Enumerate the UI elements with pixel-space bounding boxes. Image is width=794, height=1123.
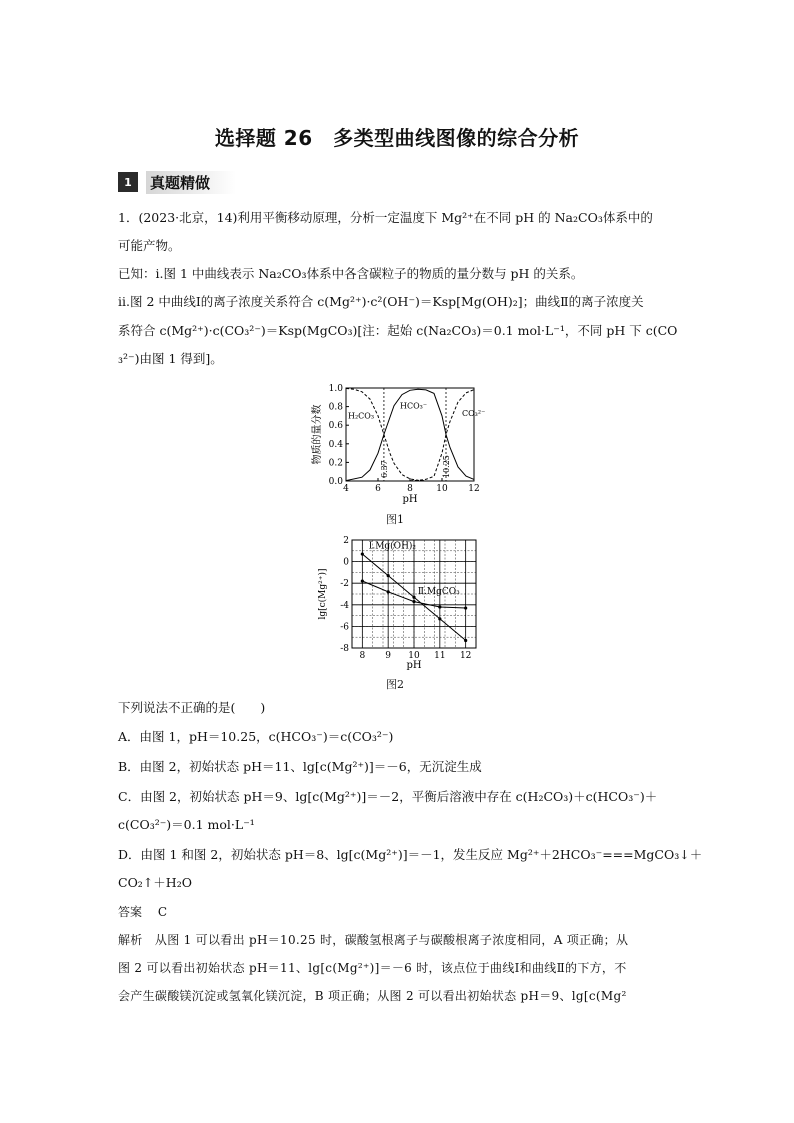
option-c-continued: c(CO₃²⁻)＝0.1 mol·L⁻¹ <box>118 817 255 832</box>
figure-2-caption: 图2 <box>386 678 404 691</box>
option-d: D．由图 1 和图 2，初始状态 pH＝8、lg[c(Mg²⁺)]＝－1，发生反应 Mg²⁺＋2HCO₃⁻===MgCO₃↓＋ <box>118 847 703 862</box>
data-point <box>438 617 441 620</box>
analysis-line: 解析 从图 1 可以看出 pH＝10.25 时，碳酸氢根离子与碳酸根离子浓度相同，A 项正确；从 <box>118 933 629 947</box>
answer-row <box>118 902 167 922</box>
x-tick-label: 8 <box>407 484 413 494</box>
x-tick-label: 11 <box>434 651 446 661</box>
figure-2-plot <box>317 536 476 671</box>
x-tick-label: 6 <box>375 484 381 494</box>
y-axis-label: lg[c(Mg²⁺)] <box>318 568 328 620</box>
figure-1-plot <box>310 384 485 505</box>
section-label: 真题精做 <box>146 171 236 194</box>
y-tick-label: -8 <box>340 644 349 654</box>
y-axis-label: 物质的量分数 <box>312 404 323 465</box>
figure-1-caption: 图1 <box>386 513 404 526</box>
data-point <box>464 639 467 642</box>
figure-2-chart <box>314 532 490 672</box>
data-point <box>361 552 364 555</box>
x-tick-label: 10 <box>408 651 420 661</box>
y-tick-label: 0.6 <box>328 421 343 432</box>
series-label: H₂CO₃ <box>348 411 375 421</box>
y-tick-label: 0 <box>343 557 349 568</box>
x-axis-label: pH <box>402 494 418 505</box>
question-line: 1．(2023·北京，14)利用平衡移动原理，分析一定温度下 Mg²⁺在不同 pH 的 Na₂CO₃体系中的 <box>118 210 653 225</box>
x-tick-label: 8 <box>359 651 366 661</box>
option-d-continued: CO₂↑＋H₂O <box>118 875 192 890</box>
data-point <box>387 590 390 593</box>
x-tick-label: 4 <box>343 484 349 494</box>
page-title: 选择题 26 多类型曲线图像的综合分析 <box>214 126 580 150</box>
question-line: 可能产物。 <box>118 238 181 253</box>
y-tick-label: -6 <box>340 622 349 633</box>
y-tick-label: 0.4 <box>328 439 343 450</box>
question-line: 系符合 c(Mg²⁺)·c(CO₃²⁻)＝Ksp(MgCO₃)[注：起始 c(Na₂CO₃)＝0.1 mol·L⁻¹，不同 pH 下 c(CO <box>118 323 678 338</box>
x-tick-label: 12 <box>459 651 472 661</box>
y-tick-label: 0.8 <box>328 402 343 413</box>
y-tick-label: -2 <box>340 579 349 590</box>
data-point <box>361 579 364 582</box>
x-tick-label: 10 <box>436 484 448 494</box>
y-tick-label: 0.0 <box>328 477 343 487</box>
question-prompt: 下列说法不正确的是( ) <box>118 700 266 715</box>
data-point <box>387 574 390 577</box>
series-label: CO₃²⁻ <box>462 408 486 418</box>
section-header <box>118 171 236 193</box>
analysis-line: 会产生碳酸镁沉淀或氢氧化镁沉淀，B 项正确；从图 2 可以看出初始状态 pH＝9、lg[c(Mg² <box>118 989 627 1003</box>
y-tick-label: 1.0 <box>328 384 343 394</box>
option-a: A．由图 1，pH＝10.25，c(HCO₃⁻)＝c(CO₃²⁻) <box>118 729 394 744</box>
question-line: 已知：i.图 1 中曲线表示 Na₂CO₃体系中各含碳粒子的物质的量分数与 pH 的关系。 <box>118 266 584 281</box>
answer-label: 答案 <box>118 905 143 919</box>
y-tick-label: 2 <box>343 536 349 546</box>
data-point <box>464 606 467 609</box>
marker-label: 6.37 <box>379 460 389 478</box>
question-line: ii.图 2 中曲线Ⅰ的离子浓度关系符合 c(Mg²⁺)·c²(OH⁻)＝Ksp[Mg(OH)₂]；曲线Ⅱ的离子浓度关 <box>118 294 644 309</box>
x-tick-label: 9 <box>385 651 392 661</box>
section-number-badge: 1 <box>118 172 138 192</box>
series-label: Ⅰ.Mg(OH)₂ <box>368 541 417 552</box>
option-c: C．由图 2，初始状态 pH＝9、lg[c(Mg²⁺)]＝－2，平衡后溶液中存在 c(H₂CO₃)＋c(HCO₃⁻)＋ <box>118 789 658 804</box>
data-point <box>412 596 415 599</box>
series-label: Ⅱ.MgCO₃ <box>417 587 460 597</box>
marker-label: 10.25 <box>442 455 451 478</box>
answer-value: C <box>157 905 168 919</box>
question-line: ₃²⁻)由图 1 得到]。 <box>118 351 223 366</box>
x-tick-label: 12 <box>468 484 480 494</box>
analysis-line: 图 2 可以看出初始状态 pH＝11、lg[c(Mg²⁺)]＝－6 时，该点位于曲线Ⅰ和曲线Ⅱ的下方，不 <box>118 961 627 975</box>
option-b: B．由图 2，初始状态 pH＝11、lg[c(Mg²⁺)]＝－6，无沉淀生成 <box>118 759 482 774</box>
x-axis-label: pH <box>406 660 422 671</box>
y-tick-label: 0.2 <box>328 458 343 469</box>
data-point <box>438 605 441 608</box>
data-point <box>412 600 415 603</box>
y-tick-label: -4 <box>340 600 349 611</box>
series-label: HCO₃⁻ <box>400 401 428 411</box>
figure-1-chart <box>308 380 488 510</box>
